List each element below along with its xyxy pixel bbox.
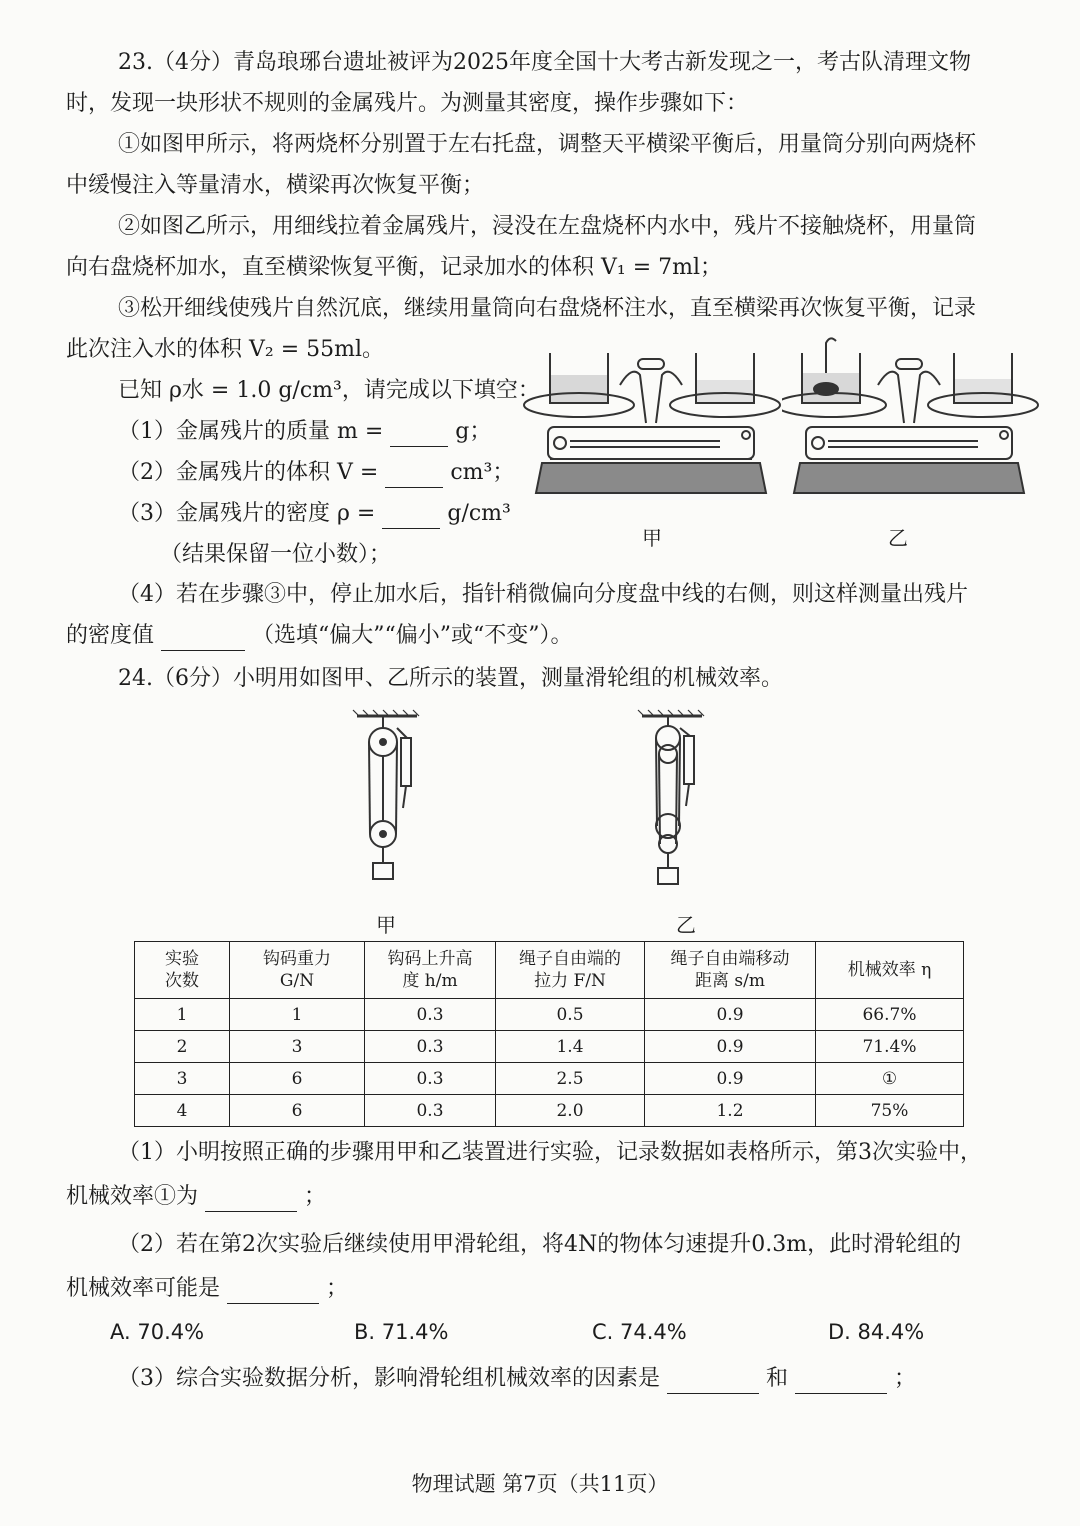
q24-sub2-answer-blank[interactable] bbox=[227, 1279, 319, 1304]
q23-sub2-answer-blank[interactable] bbox=[385, 463, 443, 488]
balance-figure-jia bbox=[520, 345, 782, 505]
table-header-cell: 机械效率 η bbox=[816, 942, 964, 999]
q23-sub4-line1: （4）若在步骤③中，停止加水后，指针稍微偏向分度盘中线的右侧，则这样测量出残片 bbox=[118, 582, 968, 607]
table-cell: 0.3 bbox=[365, 1031, 496, 1063]
table-cell: 2.0 bbox=[496, 1095, 645, 1127]
q24-sub1-line2 bbox=[66, 1182, 326, 1212]
q23-sub1 bbox=[118, 417, 491, 447]
q24-sub2-line2 bbox=[66, 1274, 348, 1304]
table-cell: 71.4% bbox=[816, 1031, 964, 1063]
q24-sub1-suffix: ； bbox=[304, 1184, 327, 1209]
q24-sub3-mid: 和 bbox=[766, 1366, 789, 1391]
pulley-data-table bbox=[134, 941, 964, 1127]
table-cell: 0.9 bbox=[645, 1063, 816, 1095]
table-cell: 0.9 bbox=[645, 999, 816, 1031]
option-a[interactable]: A. 70.4% bbox=[110, 1320, 205, 1344]
option-d[interactable]: D. 84.4% bbox=[828, 1320, 925, 1344]
q24-sub1-prefix: 机械效率①为 bbox=[66, 1184, 199, 1209]
table-cell: 1 bbox=[230, 999, 365, 1031]
q24-sub2-line1: （2）若在第2次实验后继续使用甲滑轮组，将4N的物体匀速提升0.3m，此时滑轮组的 bbox=[118, 1232, 962, 1257]
table-cell: 3 bbox=[230, 1031, 365, 1063]
q23-title-line1: 23.（4分）青岛琅琊台遗址被评为2025年度全国十大考古新发现之一，考古队清理文物 bbox=[118, 50, 971, 75]
table-cell: 4 bbox=[135, 1095, 230, 1127]
pulley-figure-jia-caption: 甲 bbox=[376, 913, 396, 937]
table-cell: 0.3 bbox=[365, 1063, 496, 1095]
table-cell: 0.3 bbox=[365, 1095, 496, 1127]
q24-sub3-answer-blank-2[interactable] bbox=[795, 1369, 887, 1394]
table-row bbox=[135, 1063, 964, 1095]
q24-sub2-prefix: 机械效率可能是 bbox=[66, 1276, 221, 1301]
table-cell: 3 bbox=[135, 1063, 230, 1095]
table-cell: 2 bbox=[135, 1031, 230, 1063]
balance-figure-jia-caption: 甲 bbox=[642, 526, 662, 550]
q23-sub3-note: （结果保留一位小数）； bbox=[160, 542, 392, 567]
table-header-row bbox=[135, 942, 964, 999]
table-cell: 75% bbox=[816, 1095, 964, 1127]
q23-sub3 bbox=[118, 499, 511, 529]
q24-sub1-line1: （1）小明按照正确的步骤用甲和乙装置进行实验，记录数据如表格所示，第3次实验中， bbox=[118, 1140, 982, 1165]
q23-sub3-prefix: （3）金属残片的密度 ρ = bbox=[118, 501, 376, 526]
q24-title: 24.（6分）小明用如图甲、乙所示的装置，测量滑轮组的机械效率。 bbox=[118, 666, 783, 691]
q24-sub3 bbox=[118, 1364, 916, 1394]
q23-sub1-answer-blank[interactable] bbox=[390, 422, 448, 447]
q23-step3-line1: ③松开细线使残片自然沉底，继续用量筒向右盘烧杯注水，直至横梁再次恢复平衡，记录 bbox=[118, 296, 977, 321]
balance-figure-yi-caption: 乙 bbox=[888, 526, 908, 550]
table-cell: 0.5 bbox=[496, 999, 645, 1031]
table-cell: 0.9 bbox=[645, 1031, 816, 1063]
table-cell: 1.4 bbox=[496, 1031, 645, 1063]
q23-sub4-suffix: （选填“偏大”“偏小”或“不变”）。 bbox=[252, 623, 573, 648]
balance-figure-yi bbox=[782, 335, 1044, 505]
pulley-figure-jia bbox=[345, 708, 435, 893]
q23-sub4-prefix: 的密度值 bbox=[66, 623, 155, 648]
q23-sub4-answer-blank[interactable] bbox=[161, 626, 245, 651]
q23-title-line2: 时，发现一块形状不规则的金属残片。为测量其密度，操作步骤如下： bbox=[66, 91, 749, 116]
table-cell: 66.7% bbox=[816, 999, 964, 1031]
q24-sub3-suffix: ； bbox=[894, 1366, 917, 1391]
q23-sub1-prefix: （1）金属残片的质量 m = bbox=[118, 419, 384, 444]
q23-sub4-line2 bbox=[66, 621, 573, 651]
page-footer: 物理试题 第7页（共11页） bbox=[411, 1472, 669, 1496]
q24-sub3-answer-blank-1[interactable] bbox=[667, 1369, 759, 1394]
table-row bbox=[135, 1095, 964, 1127]
q24-sub2-suffix: ； bbox=[326, 1276, 349, 1301]
table-cell: ① bbox=[816, 1063, 964, 1095]
q24-sub1-answer-blank[interactable] bbox=[205, 1187, 297, 1212]
table-header-cell: 实验 次数 bbox=[135, 942, 230, 999]
q23-step1-line2: 中缓慢注入等量清水，横梁再次恢复平衡； bbox=[66, 173, 485, 198]
q23-sub2-prefix: （2）金属残片的体积 V = bbox=[118, 460, 379, 485]
table-cell: 0.3 bbox=[365, 999, 496, 1031]
table-header-cell: 钩码重力 G/N bbox=[230, 942, 365, 999]
q23-step1-line1: ①如图甲所示，将两烧杯分别置于左右托盘，调整天平横梁平衡后，用量筒分别向两烧杯 bbox=[118, 132, 977, 157]
table-cell: 6 bbox=[230, 1095, 365, 1127]
q23-sub3-unit: g/cm³ bbox=[447, 501, 511, 526]
table-header-cell: 钩码上升高 度 h/m bbox=[365, 942, 496, 999]
pulley-figure-yi bbox=[630, 708, 720, 893]
option-b[interactable]: B. 71.4% bbox=[354, 1320, 449, 1344]
table-cell: 6 bbox=[230, 1063, 365, 1095]
q24-sub3-prefix: （3）综合实验数据分析，影响滑轮组机械效率的因素是 bbox=[118, 1366, 660, 1391]
table-row bbox=[135, 1031, 964, 1063]
q23-sub3-answer-blank[interactable] bbox=[382, 504, 440, 529]
option-c[interactable]: C. 74.4% bbox=[592, 1320, 687, 1344]
table-cell: 1.2 bbox=[645, 1095, 816, 1127]
table-header-cell: 绳子自由端的 拉力 F/N bbox=[496, 942, 645, 999]
q23-sub2-unit: cm³； bbox=[450, 460, 515, 485]
q23-step2-line1: ②如图乙所示，用细线拉着金属残片，浸没在左盘烧杯内水中，残片不接触烧杯，用量筒 bbox=[118, 214, 977, 239]
q23-step2-line2: 向右盘烧杯加水，直至横梁恢复平衡，记录加水的体积 V₁ = 7ml； bbox=[66, 255, 723, 280]
table-cell: 1 bbox=[135, 999, 230, 1031]
table-header-cell: 绳子自由端移动 距离 s/m bbox=[645, 942, 816, 999]
q23-step3-line2: 此次注入水的体积 V₂ = 55ml。 bbox=[66, 337, 385, 362]
table-row bbox=[135, 999, 964, 1031]
pulley-figure-yi-caption: 乙 bbox=[676, 913, 696, 937]
q23-sub1-unit: g； bbox=[455, 419, 492, 444]
q23-known: 已知 ρ水 = 1.0 g/cm³，请完成以下填空： bbox=[118, 378, 540, 403]
table-cell: 2.5 bbox=[496, 1063, 645, 1095]
q23-sub2 bbox=[118, 458, 514, 488]
